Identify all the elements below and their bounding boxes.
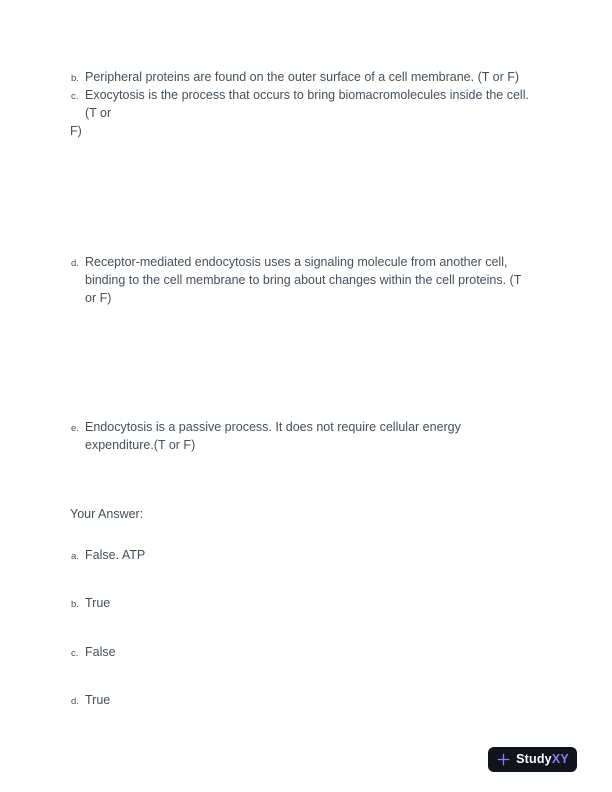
question-text: Receptor-mediated endocytosis uses a signaling molecule from another cell, <box>85 255 508 269</box>
answer-item-c <box>71 643 116 663</box>
question-text: Peripheral proteins are found on the outer surface of a cell membrane. (T or F) <box>85 70 520 84</box>
question-text: binding to the cell membrane to bring about changes within the cell proteins. (T <box>85 273 522 287</box>
logo-wordmark <box>516 753 569 766</box>
question-item-d <box>71 253 521 307</box>
question-item-b <box>71 68 519 88</box>
studyxy-logo[interactable] <box>488 747 577 772</box>
list-marker: c. <box>71 648 79 659</box>
answer-item-d <box>71 691 110 711</box>
list-marker: d. <box>71 258 79 269</box>
answer-item-b <box>71 594 110 614</box>
list-marker: b. <box>71 73 79 84</box>
question-text: Endocytosis is a passive process. It does not require cellular energy <box>85 420 461 434</box>
list-marker: d. <box>71 696 79 707</box>
question-item-e <box>71 418 461 454</box>
question-overflow-text: F) <box>70 124 82 138</box>
logo-text-primary: Study <box>516 752 552 767</box>
list-marker: a. <box>71 551 79 562</box>
answer-item-a <box>71 546 145 566</box>
answer-text: True <box>85 693 111 707</box>
question-text: or F) <box>85 291 112 305</box>
question-text: Exocytosis is the process that occurs to bring biomacromolecules inside the cell. <box>85 88 529 102</box>
answer-text: False <box>85 645 116 659</box>
question-text: expenditure.(T or F) <box>85 438 196 452</box>
question-text: (T or <box>85 106 112 120</box>
answer-text: True <box>85 596 111 610</box>
plus-icon <box>496 752 511 767</box>
your-answer-label: Your Answer: <box>70 507 144 521</box>
list-marker: b. <box>71 599 79 610</box>
question-item-c <box>71 86 529 122</box>
logo-text-accent: XY <box>551 752 569 767</box>
list-marker: e. <box>71 423 79 434</box>
answer-text: False. ATP <box>85 548 146 562</box>
list-marker: c. <box>71 91 79 102</box>
